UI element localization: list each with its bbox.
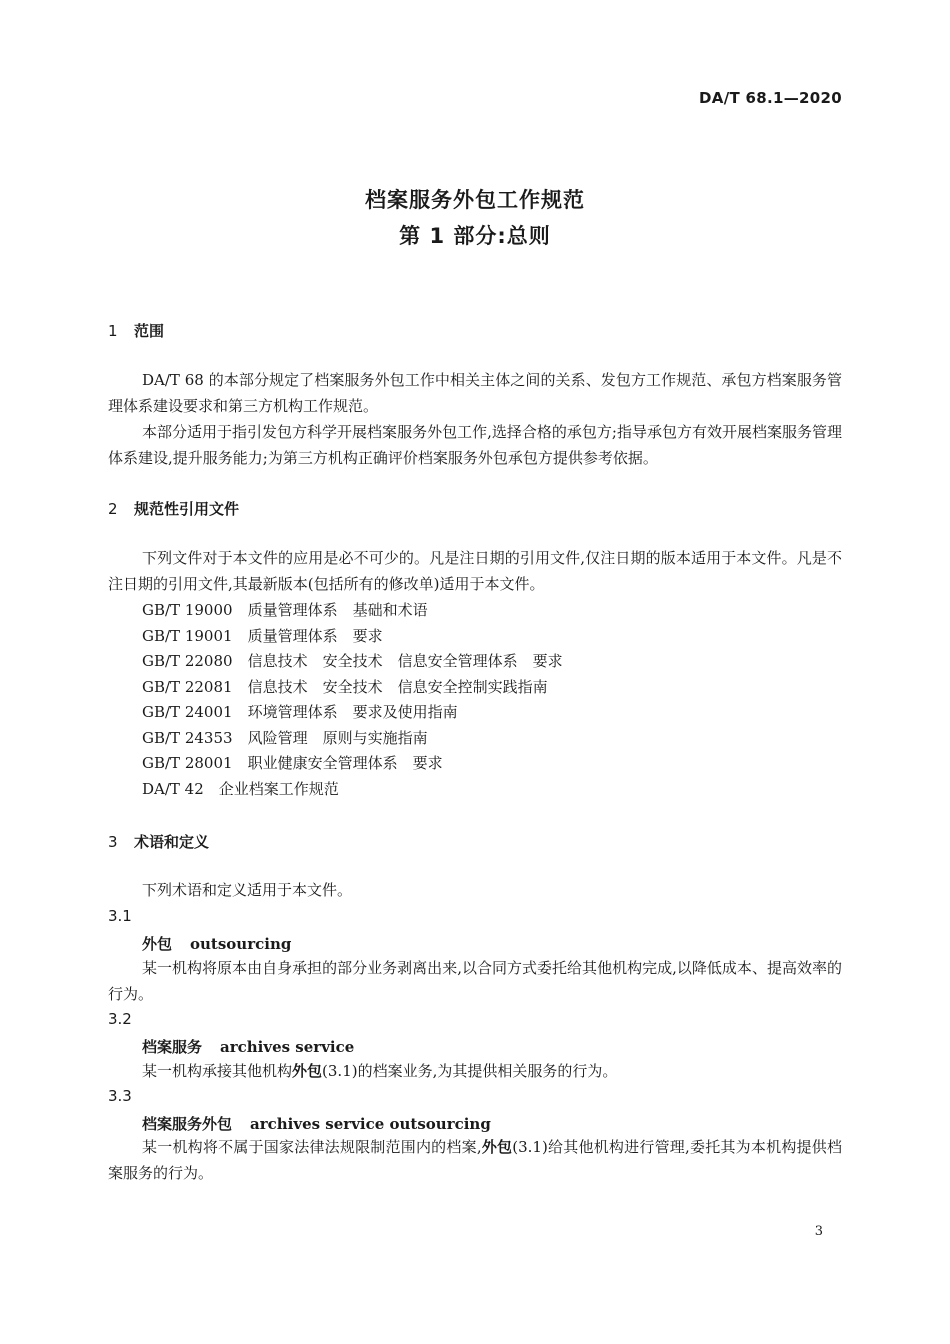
section-number: 2 bbox=[108, 500, 118, 518]
reference-item: GB/T 22081 信息技术 安全技术 信息安全控制实践指南 bbox=[142, 678, 548, 696]
term-en: archives service outsourcing bbox=[250, 1115, 491, 1133]
reference-item: GB/T 24353 风险管理 原则与实施指南 bbox=[142, 729, 428, 747]
scope-paragraph-2: 本部分适用于指引发包方科学开展档案服务外包工作,选择合格的承包方;指导承包方有效开展档案服务管理体系建设,提升服务能力;为第三方机构正确评价档案服务外包承包方提供参考依据。 bbox=[108, 423, 842, 467]
term-en: outsourcing bbox=[190, 935, 292, 953]
term-zh: 外包 bbox=[142, 935, 173, 953]
section-title: 范围 bbox=[134, 322, 165, 340]
term-crossref: 外包 bbox=[292, 1062, 323, 1080]
term-zh: 档案服务 bbox=[142, 1038, 203, 1056]
section-number: 3 bbox=[108, 833, 118, 851]
reference-item: GB/T 19001 质量管理体系 要求 bbox=[142, 627, 383, 645]
section-number: 1 bbox=[108, 322, 118, 340]
terms-intro: 下列术语和定义适用于本文件。 bbox=[142, 881, 353, 899]
term-definition: 某一机构将原本由自身承担的部分业务剥离出来,以合同方式委托给其他机构完成,以降低成本、提高效率的行为。 bbox=[108, 959, 842, 1003]
term-crossref: 外包 bbox=[481, 1138, 513, 1156]
term-en: archives service bbox=[220, 1038, 355, 1056]
standard-code: DA/T 68.1—2020 bbox=[699, 89, 842, 107]
reference-item: DA/T 42 企业档案工作规范 bbox=[142, 780, 339, 798]
term-zh: 档案服务外包 bbox=[142, 1115, 233, 1133]
term-definition: 某一机构将不属于国家法律法规限制范围内的档案,外包(3.1)给其他机构进行管理,委托其为本机构提供档案服务的行为。 bbox=[108, 1138, 842, 1182]
page-number: 3 bbox=[814, 1224, 823, 1239]
section-title: 规范性引用文件 bbox=[134, 500, 240, 518]
references-intro: 下列文件对于本文件的应用是必不可少的。凡是注日期的引用文件,仅注日期的版本适用于本文件。凡是不注日期的引用文件,其最新版本(包括所有的修改单)适用于本文件。 bbox=[108, 549, 842, 593]
term-number: 3.3 bbox=[108, 1087, 132, 1105]
section-heading-terms bbox=[108, 831, 209, 852]
section-heading-normative-references bbox=[108, 498, 239, 519]
reference-item: GB/T 24001 环境管理体系 要求及使用指南 bbox=[142, 703, 458, 721]
document-subtitle: 第 1 部分:总则 bbox=[399, 224, 551, 248]
scope-paragraph-1: DA/T 68 的本部分规定了档案服务外包工作中相关主体之间的关系、发包方工作规范、承包方档案服务管理体系建设要求和第三方机构工作规范。 bbox=[108, 371, 842, 415]
term-number: 3.2 bbox=[108, 1010, 132, 1028]
term-number: 3.1 bbox=[108, 907, 132, 925]
reference-item: GB/T 22080 信息技术 安全技术 信息安全管理体系 要求 bbox=[142, 652, 563, 670]
section-title: 术语和定义 bbox=[134, 833, 210, 851]
document-title: 档案服务外包工作规范 bbox=[365, 188, 585, 212]
reference-item: GB/T 28001 职业健康安全管理体系 要求 bbox=[142, 754, 443, 772]
term-heading bbox=[142, 933, 291, 954]
reference-item: GB/T 19000 质量管理体系 基础和术语 bbox=[142, 601, 428, 619]
term-heading bbox=[142, 1036, 354, 1057]
term-heading bbox=[142, 1113, 491, 1134]
section-heading-scope bbox=[108, 320, 164, 341]
term-definition: 某一机构承接其他机构外包(3.1)的档案业务,为其提供相关服务的行为。 bbox=[142, 1062, 618, 1080]
